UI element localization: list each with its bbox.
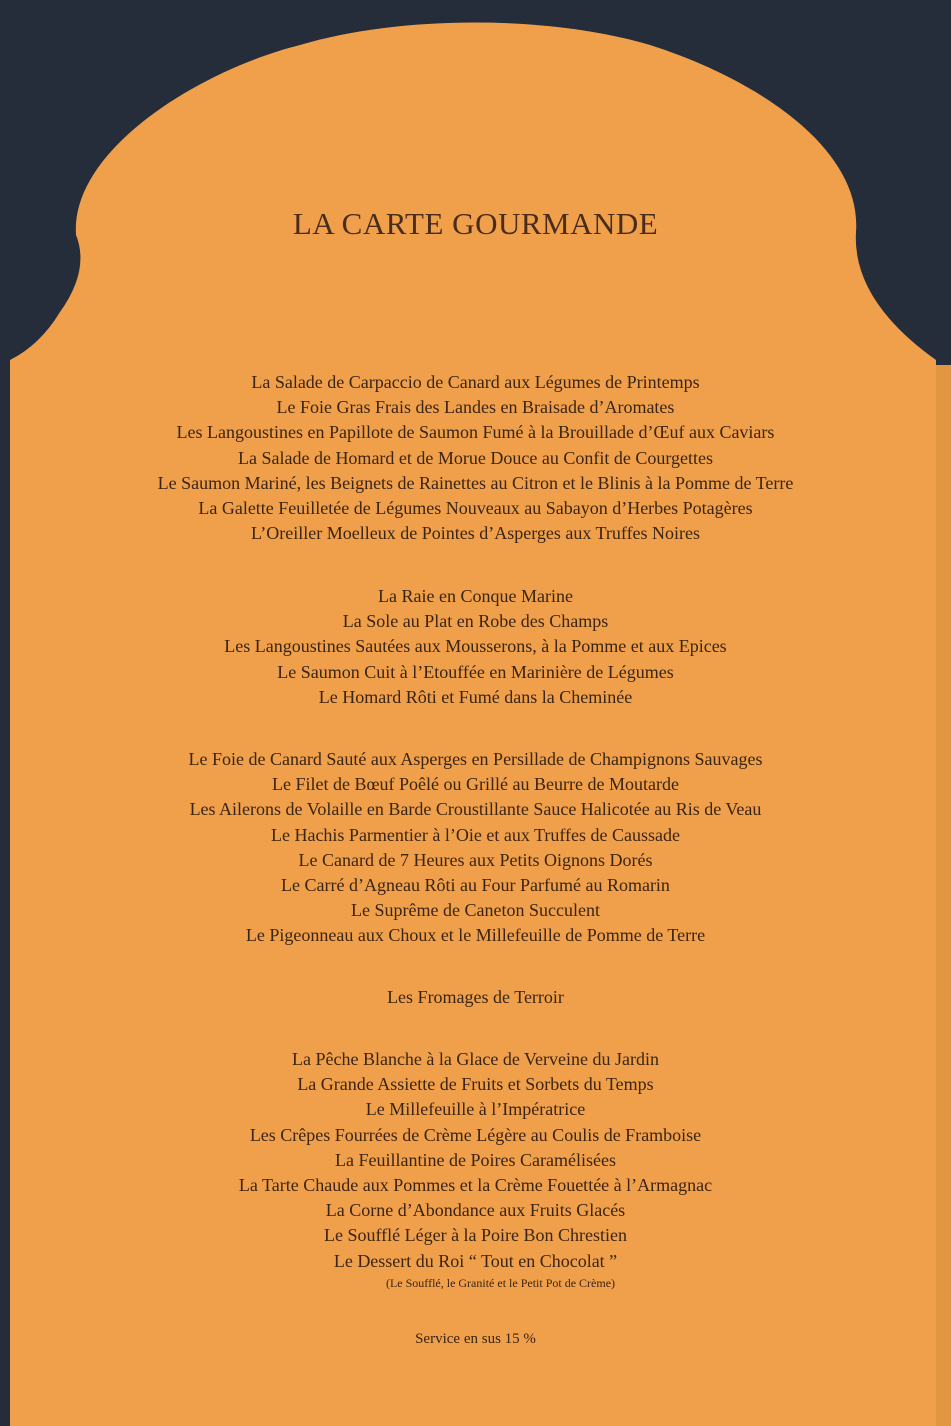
menu-title: LA CARTE GOURMANDE: [292, 206, 659, 241]
service-charge: Service en sus 15 %: [415, 1331, 536, 1347]
menu-item: L’Oreiller Moelleux de Pointes d’Asperges aux Truffes Noires: [250, 523, 701, 544]
menu-item: Le Saumon Cuit à l’Etouffée en Marinière de Légumes: [277, 661, 674, 682]
menu-item: Le Dessert du Roi “ Tout en Chocolat ”: [333, 1250, 618, 1271]
section-viandes: [0, 747, 951, 949]
menu-item: Le Soufflé Léger à la Poire Bon Chrestien: [323, 1225, 628, 1246]
menu-item: Le Hachis Parmentier à l’Oie et aux Truffes de Caussade: [270, 824, 681, 845]
menu-item: La Raie en Conque Marine: [378, 586, 573, 606]
menu-item: La Corne d’Abondance aux Fruits Glacés: [325, 1200, 626, 1221]
menu-item: Le Foie de Canard Sauté aux Asperges en Persillade de Champignons Sauvages: [188, 749, 763, 769]
menu-item: Le Suprême de Caneton Succulent: [351, 900, 600, 921]
menu-item: Le Filet de Bœuf Poêlé ou Grillé au Beurre de Moutarde: [272, 774, 679, 795]
menu-item: La Tarte Chaude aux Pommes et la Crème Fouettée à l’Armagnac: [238, 1175, 713, 1196]
menu-item: Les Fromages de Terroir: [387, 987, 564, 1007]
section-fromages: [0, 985, 951, 1010]
menu-item: La Grande Assiette de Fruits et Sorbets du Temps: [297, 1074, 654, 1095]
menu-item: Le Carré d’Agneau Rôti au Four Parfumé au Romarin: [281, 875, 670, 896]
menu-item: Les Langoustines Sautées aux Mousserons, à la Pomme et aux Epices: [224, 636, 727, 657]
menu-item: Le Foie Gras Frais des Landes en Braisade d’Aromates: [276, 397, 675, 418]
menu-item: La Sole au Plat en Robe des Champs: [342, 611, 609, 632]
menu-item: Le Canard de 7 Heures aux Petits Oignons Dorés: [298, 849, 653, 870]
section-poissons: [0, 584, 951, 710]
menu-item: Le Saumon Mariné, les Beignets de Rainettes au Citron et le Blinis à la Pomme de Terre: [157, 472, 794, 493]
menu-item: Les Langoustines en Papillote de Saumon Fumé à la Brouillade d’Œuf aux Caviars: [176, 422, 775, 443]
menu-item: Les Crêpes Fourrées de Crème Légère au Coulis de Framboise: [249, 1124, 702, 1145]
menu-item: La Pêche Blanche à la Glace de Verveine du Jardin: [291, 1049, 659, 1069]
menu-item: La Galette Feuilletée de Légumes Nouveaux au Sabayon d’Herbes Potagères: [198, 498, 753, 519]
menu-item: Les Ailerons de Volaille en Barde Croustillante Sauce Halicotée au Ris de Veau: [189, 799, 762, 820]
menu-item: Le Millefeuille à l’Impératrice: [365, 1099, 586, 1120]
menu-item: La Salade de Homard et de Morue Douce au Confit de Courgettes: [237, 447, 714, 468]
menu-item: Le Pigeonneau aux Choux et le Millefeuille de Pomme de Terre: [245, 925, 706, 946]
menu-item: Le Homard Rôti et Fumé dans la Cheminée: [318, 686, 633, 707]
menu-item: La Feuillantine de Poires Caramélisées: [335, 1149, 616, 1170]
section-entrees: [0, 370, 951, 546]
section-desserts: [0, 1047, 951, 1290]
menu-item: La Salade de Carpaccio de Canard aux Légumes de Printemps: [251, 372, 700, 392]
dessert-note: (Le Soufflé, le Granité et le Petit Pot de Crème): [385, 1275, 616, 1290]
